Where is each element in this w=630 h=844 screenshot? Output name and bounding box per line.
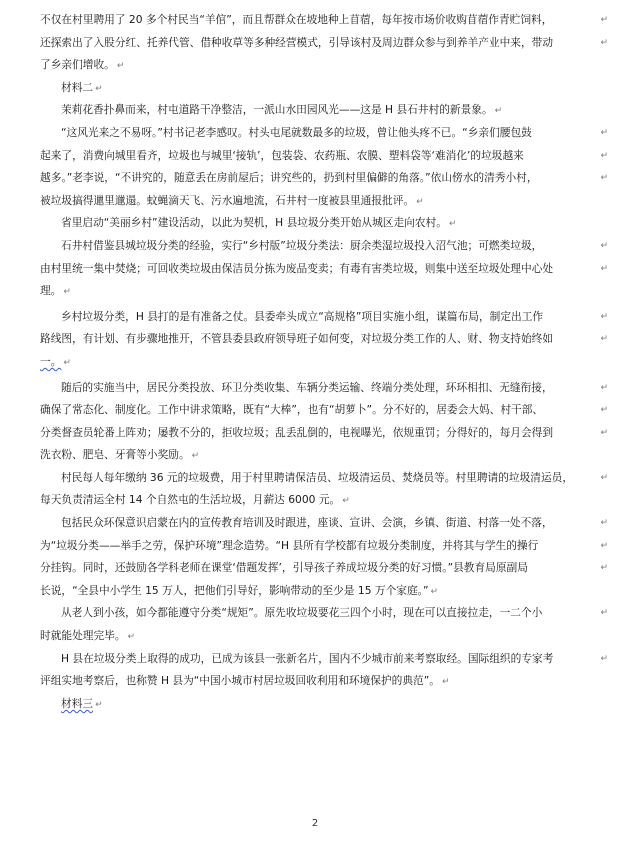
- paragraph-mark: ↵: [63, 357, 71, 368]
- paragraph-mark: ↵: [600, 334, 608, 345]
- paragraph-mark: ↵: [342, 496, 350, 507]
- paragraph-mark: ↵: [600, 382, 608, 393]
- text-line-1: 不仅在村里聘用了 20 多个村民当“羊倌”，而且帮群众在坡地种上苜蓿，每年按市场价收购苜蓿作青贮饲料， ↵: [40, 9, 600, 32]
- text-line-22: 每天负责清运全村 14 个自然屯的生活垃圾，月薪达 6000 元。 ↵: [40, 493, 350, 507]
- text-line-5: 茉莉花香扑鼻而来，村屯道路干净整洁，一派山水田园风光——这是 H 县石井村的新景象。 ↵: [61, 103, 503, 117]
- paragraph-mark: ↵: [600, 518, 608, 529]
- paragraph-mark: ↵: [600, 15, 608, 25]
- text-line-25: 分挂钩。同时，还鼓励各学科老师在课堂‘借题发挥’，引导孩子养成垃圾分类的好习惯。”县教育局原副局 ↵: [40, 557, 600, 580]
- text-line-29: H 县在垃圾分类上取得的成功，已成为该县一张新名片，国内不少城市前来考察取经。国际组织的专家考 ↵: [40, 648, 600, 671]
- paragraph-mark: ↵: [127, 632, 136, 643]
- text-line-10: 省里启动“美丽乡村”建设活动，以此为契机，H 县垃圾分类开始从城区走向农村。 ↵: [61, 216, 457, 230]
- paragraph-mark: ↵: [600, 563, 608, 574]
- paragraph-mark: ↵: [430, 586, 439, 597]
- document-page: [40, 9, 608, 715]
- text-line-27: 从老人到小孩，如今都能遵守分类“规矩”。原先收垃圾要花三四个小时，现在可以直接拉走，一二个小 ↵: [40, 602, 600, 625]
- text-line-21: 村民每人每年缴纳 36 元的垃圾费，用于村里聘请保洁员、垃圾清运员、焚烧员等。村里聘请的垃圾清运员， ↵: [40, 467, 600, 490]
- paragraph-mark: ↵: [448, 219, 457, 230]
- paragraph-mark: ↵: [600, 472, 608, 483]
- paragraph-mark: ↵: [95, 83, 103, 94]
- text-line-12: 由村里统一集中焚烧；可回收类垃圾由保洁员分拣为废品变卖；有毒有害类垃圾，则集中送至垃圾处理中心处 ↵: [40, 258, 600, 281]
- paragraph-mark: ↵: [63, 287, 71, 298]
- text-line-8: 越多。”老李说，“不讲究的，随意丢在房前屋后；讲究些的，扔到村里偏僻的角落。”依山傍水的清秀小村， ↵: [40, 167, 600, 190]
- paragraph-mark: ↵: [600, 37, 608, 48]
- text-line-13: 理。 ↵: [40, 284, 71, 298]
- text-line-14: 乡村垃圾分类，H 县打的是有准备之仗。县委牵头成立“高规格”项目实施小组，谋篇布局，制定出工作 ↵: [40, 306, 600, 329]
- text-line-6: “这风光来之不易呀。”村书记老李感叹。村头屯尾就数最多的垃圾，曾让他头疼不已。“乡亲们腰包鼓 ↵: [40, 122, 600, 145]
- text-line-9: 被垃圾搞得邋里邋遢。蚊蝇滴天飞、污水遍地流，石井村一度被县里通报批评。 ↵: [40, 193, 424, 207]
- text-line-7: 起来了，消费向城里看齐，垃圾也与城里‘接轨’，包装袋、农药瓶、农膜、塑料袋等‘难消化’的垃圾越来 ↵: [40, 145, 600, 168]
- paragraph-mark: ↵: [95, 699, 103, 710]
- text-line-20: 洗衣粉、肥皂、牙膏等小奖励。 ↵: [40, 448, 200, 462]
- paragraph-mark: ↵: [416, 196, 424, 207]
- paragraph-mark: ↵: [116, 61, 125, 72]
- paragraph-mark: ↵: [600, 173, 608, 184]
- paragraph-mark: ↵: [191, 451, 200, 462]
- paragraph-mark: ↵: [600, 405, 608, 416]
- paragraph-mark: ↵: [600, 653, 608, 664]
- text-line-3: 了乡亲们增收。 ↵: [40, 58, 125, 72]
- paragraph-mark: ↵: [494, 106, 503, 117]
- material-heading-3: 材料三 ↵: [61, 696, 103, 710]
- paragraph-mark: ↵: [600, 427, 608, 438]
- text-line-18: 确保了常态化、制度化。工作中讲求策略，既有“大棒”，也有“胡萝卜”。分不好的，居委会大妈、村干部、 ↵: [40, 399, 600, 422]
- text-line-16: 一。 ↵: [40, 354, 71, 368]
- text-line-17: 随后的实施当中，居民分类投放、环卫分类收集、车辆分类运输、终端分类处理，环环相扣、无缝衔接， ↵: [40, 377, 600, 400]
- text-line-28: 时就能处理完毕。 ↵: [40, 629, 136, 643]
- paragraph-mark: ↵: [600, 240, 608, 251]
- text-line-19: 分类督查员轮番上阵劝；屡教不分的，拒收垃圾；乱丢乱倒的，电视曝光，依规重罚；分得好的，每月会得到 ↵: [40, 422, 600, 445]
- paragraph-mark: ↵: [600, 263, 608, 274]
- text-line-11: 石井村借鉴县城垃圾分类的经验，实行“乡村版”垃圾分类法：厨余类湿垃圾投入沼气池；可燃类垃圾， ↵: [40, 235, 600, 258]
- text-line-2: 还探索出了入股分红、托养代管、借种收草等多种经营模式，引导该村及周边群众参与到养羊产业中来，带动 ↵: [40, 32, 600, 55]
- paragraph-mark: ↵: [600, 608, 608, 619]
- material-heading-2: 材料二 ↵: [61, 80, 103, 94]
- text-line-15: 路线图，有计划、有步骤地推开，不管县委县政府领导班子如何变，对垃圾分类工作的人、财、物支持始终如 ↵: [40, 328, 600, 351]
- text-line-23: 包括民众环保意识启蒙在内的宣传教育培训及时跟进，座谈、宣讲、会演，乡镇、街道、村落一处不落， ↵: [40, 512, 600, 535]
- paragraph-mark: ↵: [441, 677, 450, 688]
- paragraph-mark: ↵: [600, 540, 608, 551]
- text-line-26: 长说，“全县中小学生 15 万人，把他们引导好，影响带动的至少是 15 万个家庭。” ↵: [40, 583, 439, 597]
- paragraph-mark: ↵: [600, 127, 608, 138]
- paragraph-mark: ↵: [600, 311, 608, 322]
- text-line-30: 评组实地考察后，也称赞 H 县为“中国小城市村居垃圾回收利用和环境保护的典范”。 ↵: [40, 674, 450, 688]
- paragraph-mark: ↵: [600, 150, 608, 161]
- text-line-24: 为“垃圾分类——举手之劳，保护环境”理念造势。“H 县所有学校都有垃圾分类制度，并将其与学生的操行 ↵: [40, 535, 600, 558]
- page-number: 2: [311, 818, 319, 829]
